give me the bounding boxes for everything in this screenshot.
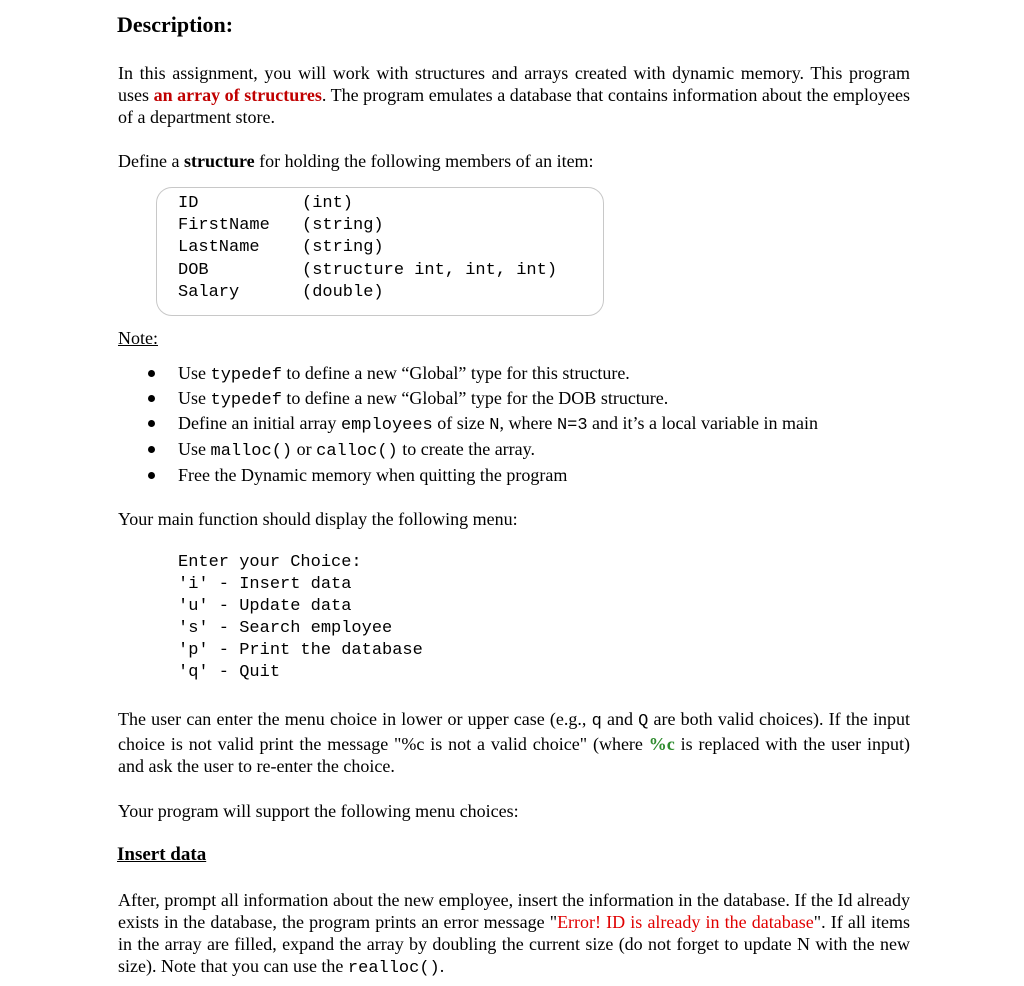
bullet-dot-5 — [148, 472, 155, 479]
bullet-dot-1 — [148, 370, 155, 377]
b2-code: typedef — [210, 391, 282, 410]
note-label: Note: — [118, 328, 158, 348]
bullet-item-4 — [178, 437, 535, 464]
intro-text-2: . The program emulates a database that contains information about the employees of a department store. — [118, 85, 910, 127]
case-paragraph — [118, 708, 910, 777]
b3-text-b: of size — [432, 413, 490, 433]
page-heading: Description: — [117, 12, 234, 37]
b1-text-b: to define a new “Global” type for this structure. — [281, 363, 630, 383]
case-percent-c: %c — [648, 734, 675, 754]
insert-data-heading: Insert data — [117, 844, 207, 865]
menu-line: 'p' - Print the database — [178, 641, 423, 660]
b2-text-a: Use — [178, 388, 211, 408]
menu-line: 'i' - Insert data — [178, 575, 352, 594]
menu-line: 'u' - Update data — [178, 597, 352, 616]
bullet-item-1 — [178, 361, 630, 388]
field-type-id: (int) — [302, 194, 354, 213]
b1-code: typedef — [210, 366, 282, 385]
insert-error-message: Error! ID is already in the database — [557, 912, 814, 932]
field-name-dob: DOB — [178, 261, 209, 280]
b2-text-b: to define a new “Global” type for the DOB structure. — [281, 388, 669, 408]
menu-line: 's' - Search employee — [178, 619, 393, 638]
insert-text-c: . — [439, 956, 445, 976]
bullet-dot-2 — [148, 395, 155, 402]
field-type-lastname: (string) — [302, 238, 384, 257]
b3-text-a: Define an initial array — [178, 413, 341, 433]
support-paragraph: Your program will support the following menu choices: — [118, 801, 519, 821]
case-code-q: q — [591, 712, 602, 731]
field-name-id: ID — [178, 194, 199, 213]
define-structure-sentence — [118, 150, 910, 172]
field-name-salary: Salary — [178, 283, 240, 302]
b3-text-d: and it’s a local variable in main — [587, 413, 818, 433]
case-text-c: are both valid choices). If the input choice is not valid print the message "%c is not a valid choice" (where — [118, 709, 910, 754]
field-type-dob: (structure int, int, int) — [302, 261, 558, 280]
bullet-dot-3 — [148, 420, 155, 427]
b4-code-calloc: calloc() — [316, 442, 398, 461]
intro-paragraph — [118, 62, 910, 128]
b1-text-a: Use — [178, 363, 211, 383]
field-name-lastname: LastName — [178, 238, 260, 257]
b4-code-malloc: malloc() — [210, 442, 293, 461]
bullet-item-5 — [178, 463, 567, 487]
intro-highlight: an array of structures — [153, 85, 322, 105]
b4-text-a: Use — [178, 439, 211, 459]
bullet-item-2 — [178, 386, 668, 413]
define-text-1: Define a — [118, 151, 184, 171]
bullet-dot-4 — [148, 446, 155, 453]
menu-intro: Your main function should display the following menu: — [118, 509, 518, 529]
case-text-d: is replaced with the user input) and ask the user to re-enter the choice. — [118, 734, 910, 776]
bullet-item-3 — [178, 411, 818, 438]
case-text-a: The user can enter the menu choice in lower or upper case (e.g., — [118, 709, 592, 729]
insert-text-a: After, prompt all information about the new employee, insert the information in the database. If the Id already exists in the database, the program prints an error message " — [118, 890, 910, 932]
b4-text-c: to create the array. — [397, 439, 535, 459]
b3-code-n: N — [489, 416, 500, 435]
case-code-Q: Q — [638, 712, 649, 731]
field-name-firstname: FirstName — [178, 216, 270, 235]
insert-code-realloc: realloc() — [347, 959, 440, 978]
b3-code-n3: N=3 — [556, 416, 588, 435]
define-text-2: for holding the following members of an item: — [254, 151, 594, 171]
define-bold: structure — [183, 151, 255, 171]
b5-text-a: Free the Dynamic memory when quitting the program — [178, 465, 568, 485]
insert-text-b: ". If all items in the array are filled, expand the array by doubling the current size (do not forget to update N with the new size). Note that you can use the — [118, 912, 910, 976]
b4-text-b: or — [292, 439, 317, 459]
menu-line: Enter your Choice: — [178, 553, 362, 572]
case-text-b: and — [601, 709, 639, 729]
field-type-firstname: (string) — [302, 216, 384, 235]
b3-text-c: , where — [499, 413, 557, 433]
field-type-salary: (double) — [302, 283, 384, 302]
insert-paragraph — [118, 889, 910, 980]
intro-text-1: In this assignment, you will work with structures and arrays created with dynamic memory. This program uses — [118, 63, 910, 105]
menu-line: 'q' - Quit — [178, 663, 281, 682]
b3-code-employees: employees — [340, 416, 433, 435]
